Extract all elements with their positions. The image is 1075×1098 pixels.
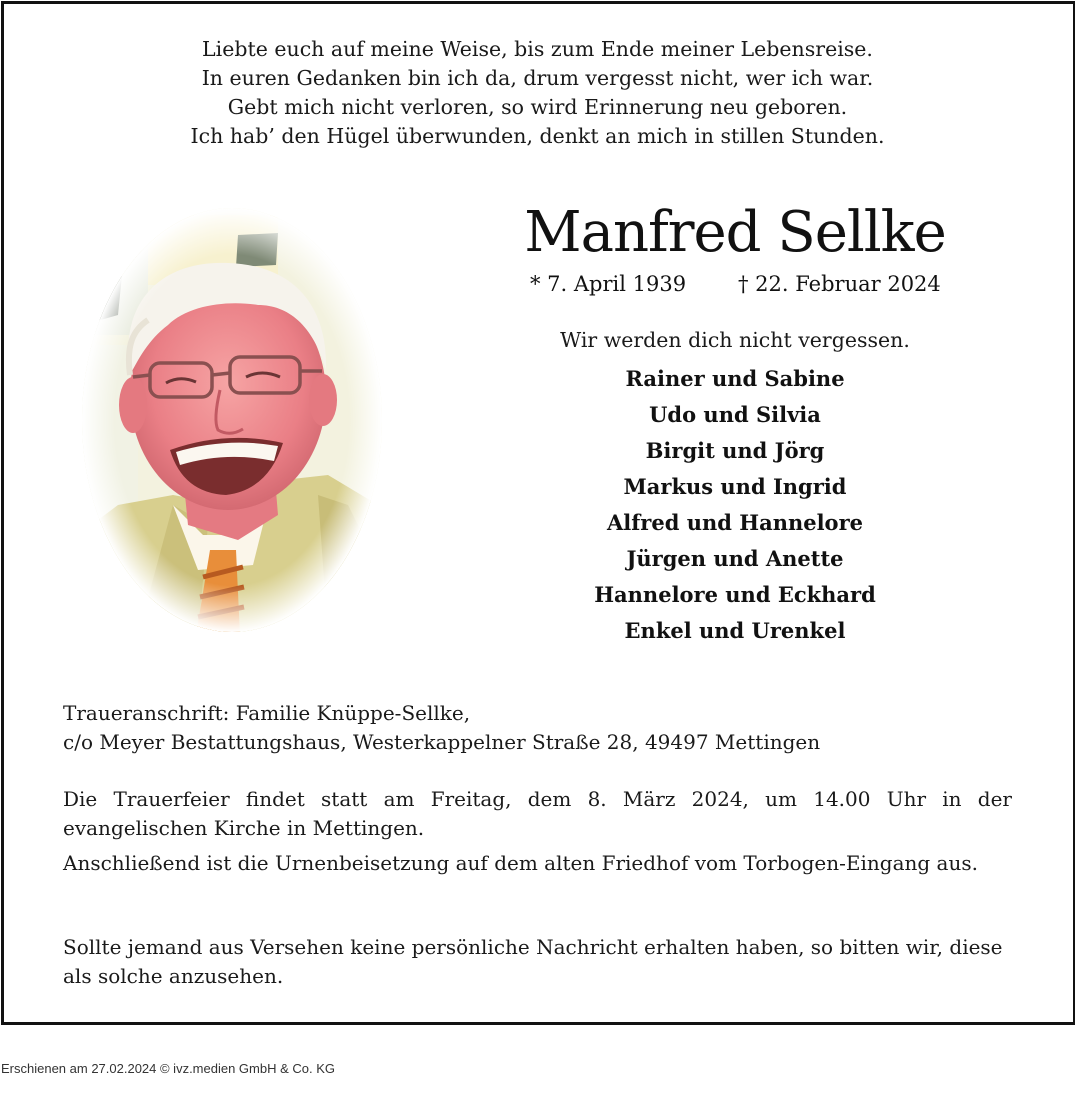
poem-line: Gebt mich nicht verloren, so wird Erinnerung neu geboren. xyxy=(227,95,848,119)
deceased-name: Manfred Sellke xyxy=(524,200,946,265)
mourning-address xyxy=(63,699,1012,757)
signer: Rainer und Sabine xyxy=(625,366,845,391)
signer: Hannelore und Eckhard xyxy=(594,582,876,607)
service-info: Die Trauerfeier findet statt am Freitag, dem 8. März 2024, um 14.00 Uhr in der evangelischen Kirche in Mettingen. xyxy=(63,787,1012,840)
notice-text: Sollte jemand aus Versehen keine persönliche Nachricht erhalten haben, so bitten wir, diese als solche anzusehen. xyxy=(63,935,1003,988)
signer: Birgit und Jörg xyxy=(645,438,825,463)
poem-line: Ich hab’ den Hügel überwunden, denkt an mich in stillen Stunden. xyxy=(190,124,885,148)
burial-info: Anschließend ist die Urnenbeisetzung auf dem alten Friedhof vom Torbogen-Eingang aus. xyxy=(63,851,978,875)
address-line: c/o Meyer Bestattungshaus, Westerkappelner Straße 28, 49497 Mettingen xyxy=(63,730,821,754)
signer: Jürgen und Anette xyxy=(626,546,844,571)
signer: Markus und Ingrid xyxy=(623,474,847,499)
publication-footer: Erschienen am 27.02.2024 © ivz.medien GmbH & Co. KG xyxy=(1,1061,336,1076)
address-line: Traueranschrift: Familie Knüppe-Sellke, xyxy=(63,701,471,725)
poem xyxy=(0,35,1075,151)
poem-line: Liebte euch auf meine Weise, bis zum Ende meiner Lebensreise. xyxy=(202,37,873,61)
mourning-line: Wir werden dich nicht vergessen. xyxy=(560,328,910,352)
death-date: † 22. Februar 2024 xyxy=(738,272,941,296)
birth-date: * 7. April 1939 xyxy=(530,272,687,296)
poem-line: In euren Gedanken bin ich da, drum vergesst nicht, wer ich war. xyxy=(201,66,874,90)
signer: Udo und Silvia xyxy=(649,402,821,427)
portrait-photo xyxy=(78,205,386,635)
signers-list xyxy=(440,361,1030,649)
signer: Alfred und Hannelore xyxy=(606,510,863,535)
signer: Enkel und Urenkel xyxy=(624,618,846,643)
